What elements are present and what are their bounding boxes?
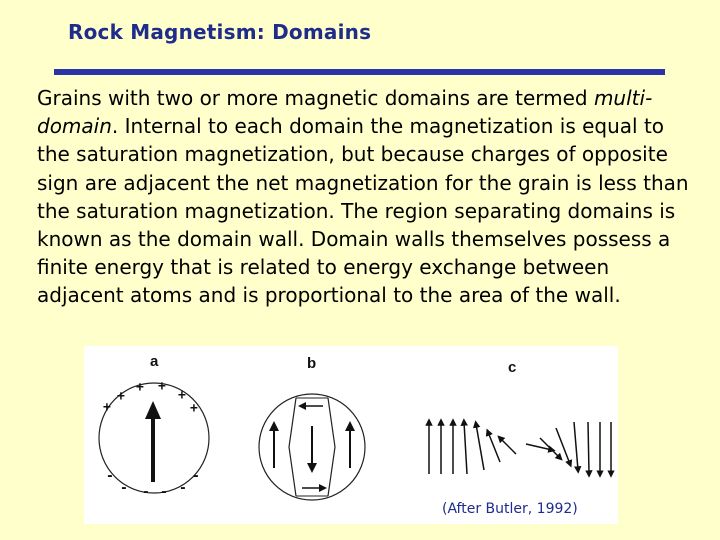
domain-figure bbox=[84, 346, 618, 524]
minus-charge: - bbox=[160, 485, 168, 500]
slide-title: Rock Magnetism: Domains bbox=[68, 20, 372, 44]
panel-b-multi-domain bbox=[259, 355, 365, 500]
panel-c-domain-wall bbox=[429, 359, 611, 474]
spin-arrow bbox=[464, 422, 467, 474]
paragraph-part-2: . Internal to each domain the magnetization is equal to the saturation magnetization, but because charges of opposite sign are adjacent the net magnetization for the grain is less than the saturation magnetization. The region separating domains is known as the domain wall. Domain walls themselves possess a finite energy that is related to energy exchange between adjacent atoms and is proportional to the area of the wall. bbox=[37, 114, 689, 308]
plus-charge: + bbox=[178, 388, 186, 403]
plus-charge: + bbox=[117, 389, 125, 404]
spin-arrow bbox=[488, 432, 500, 462]
domain-wall-left bbox=[289, 398, 296, 496]
panel-label-a: a bbox=[150, 353, 159, 370]
spin-arrow bbox=[476, 424, 484, 470]
plus-charge: + bbox=[136, 380, 144, 395]
spin-arrow bbox=[556, 428, 570, 464]
spin-arrow bbox=[588, 422, 589, 474]
body-paragraph bbox=[37, 84, 697, 310]
figure-caption: (After Butler, 1992) bbox=[442, 501, 578, 517]
panel-a-single-domain bbox=[99, 353, 209, 500]
spin-arrow bbox=[574, 422, 578, 470]
magnetization-arrowhead-a bbox=[145, 401, 161, 419]
title-divider bbox=[54, 69, 665, 75]
minus-charge: - bbox=[179, 481, 187, 496]
spin-arrow bbox=[500, 438, 516, 454]
minus-charge: - bbox=[106, 469, 114, 484]
panel-label-b: b bbox=[307, 355, 317, 372]
plus-charge: + bbox=[103, 400, 111, 415]
plus-charge: + bbox=[190, 401, 198, 416]
minus-charge: - bbox=[120, 481, 128, 496]
plus-charge: + bbox=[158, 379, 166, 394]
minus-charge: - bbox=[142, 485, 150, 500]
paragraph-term-multi-domain: multi-domain bbox=[37, 86, 653, 139]
domain-wall-right bbox=[328, 398, 335, 496]
minus-charge: - bbox=[192, 469, 200, 484]
paragraph-part-1: Grains with two or more magnetic domains are termed bbox=[37, 86, 594, 110]
panel-label-c: c bbox=[508, 359, 517, 376]
